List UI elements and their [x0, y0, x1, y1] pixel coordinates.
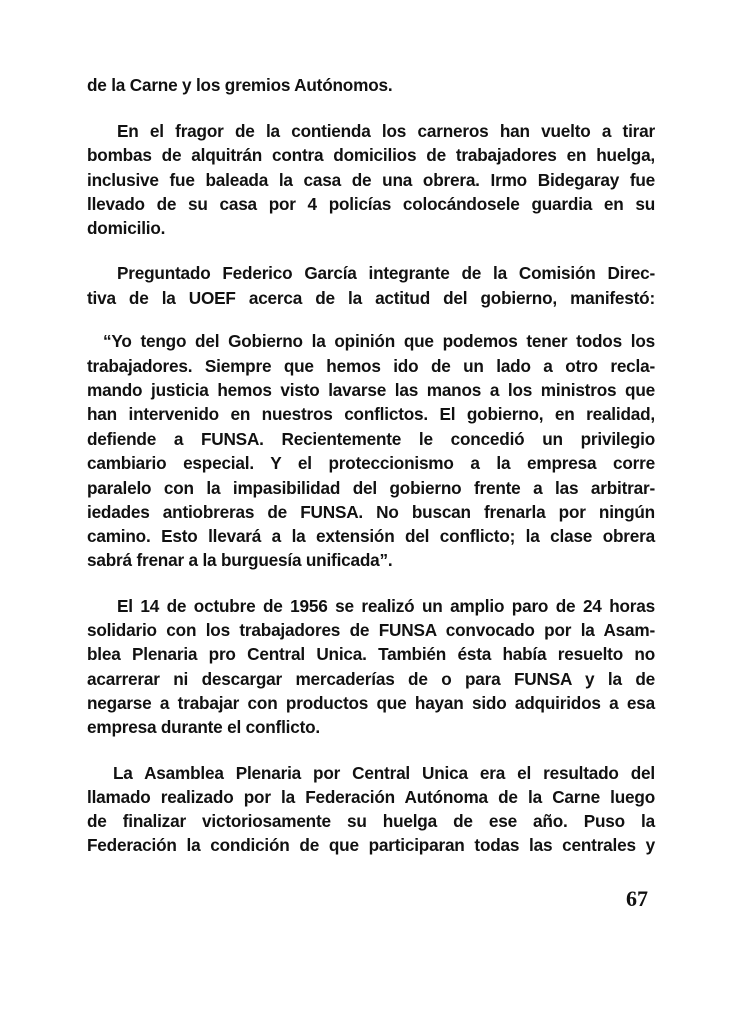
- text-line: de finalizar victoriosamente su huelga de ese año. Puso la: [87, 811, 655, 831]
- text-line: cambiario especial. Y el proteccionismo a la empresa corre: [87, 453, 655, 473]
- text-line: camino. Esto llevará a la extensión del conflicto; la clase obrera: [87, 526, 655, 546]
- text-line: “Yo tengo del Gobierno la opinión que podemos tener todos los: [103, 331, 655, 351]
- text-line: paralelo con la impasibilidad del gobierno frente a las arbitrar-: [87, 478, 655, 498]
- text-line: llamado realizado por la Federación Autónoma de la Carne luego: [87, 787, 655, 807]
- text-line: solidario con los trabajadores de FUNSA convocado por la Asam-: [87, 620, 655, 640]
- text-line: La Asamblea Plenaria por Central Unica era el resultado del: [113, 763, 655, 783]
- text-line: tiva de la UOEF acerca de la actitud del gobierno, manifestó:: [87, 288, 655, 308]
- text-line: de la Carne y los gremios Autónomos.: [87, 75, 393, 95]
- text-line: trabajadores. Siempre que hemos ido de un lado a otro recla-: [87, 356, 655, 376]
- text-line: Federación la condición de que participaran todas las centrales y: [87, 835, 655, 855]
- text-line: mando justicia hemos visto lavarse las manos a los ministros que: [87, 380, 655, 400]
- text-line: llevado de su casa por 4 policías colocándosele guardia en su: [87, 194, 655, 214]
- text-line: El 14 de octubre de 1956 se realizó un amplio paro de 24 horas: [117, 596, 655, 616]
- text-line: domicilio.: [87, 218, 166, 238]
- text-line: defiende a FUNSA. Recientemente le concedió un privilegio: [87, 429, 655, 449]
- text-line: negarse a trabajar con productos que hayan sido adquiridos a esa: [87, 693, 655, 713]
- text-line: inclusive fue baleada la casa de una obrera. Irmo Bidegaray fue: [87, 170, 655, 190]
- text-line: blea Plenaria pro Central Unica. También ésta había resuelto no: [87, 644, 655, 664]
- page-number: 67: [626, 886, 648, 911]
- text-line: En el fragor de la contienda los carneros han vuelto a tirar: [117, 121, 655, 141]
- text-line: acarrerar ni descargar mercaderías de o para FUNSA y la de: [87, 669, 655, 689]
- text-line: han intervenido en nuestros conflictos. El gobierno, en realidad,: [87, 404, 655, 424]
- text-line: Preguntado Federico García integrante de la Comisión Direc-: [117, 263, 655, 283]
- text-line: iedades antiobreras de FUNSA. No buscan frenarla por ningún: [87, 502, 655, 522]
- text-line: bombas de alquitrán contra domicilios de trabajadores en huelga,: [87, 145, 655, 165]
- text-line: sabrá frenar a la burguesía unificada”.: [87, 550, 393, 570]
- text-line: empresa durante el conflicto.: [87, 717, 320, 737]
